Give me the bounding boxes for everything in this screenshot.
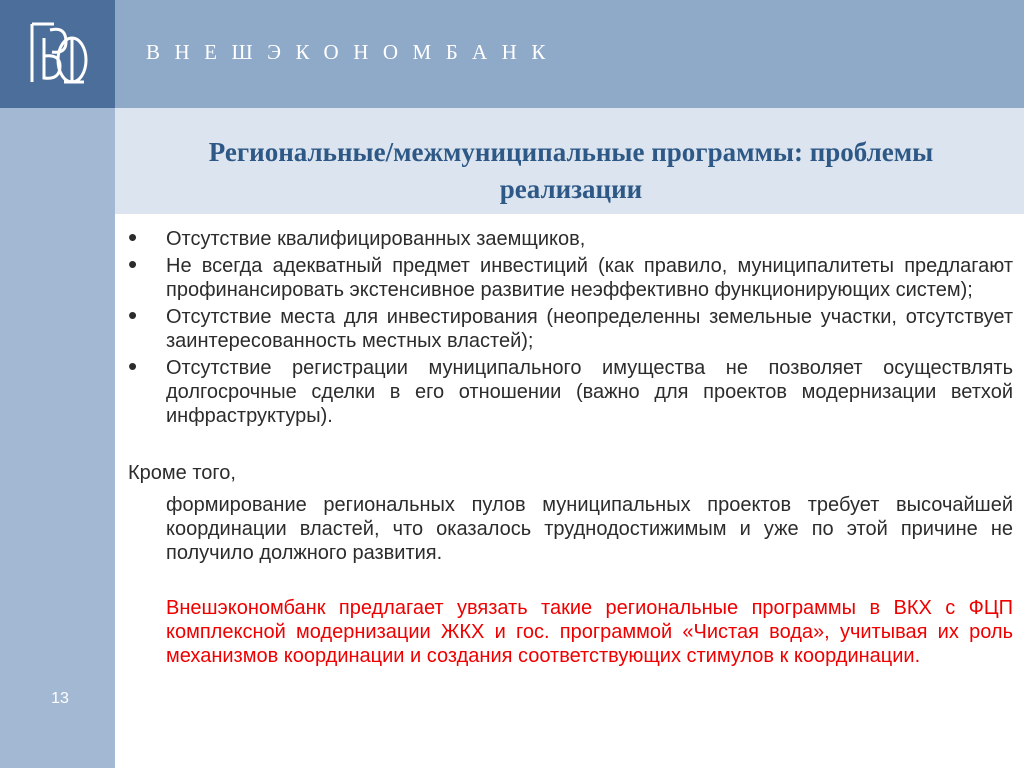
slide-content <box>128 227 1013 668</box>
bullet-item: • Отсутствие регистрации муниципального имущества не позволяет осуществлять долгосрочные сделки в его отношении (важно для проектов модернизации ветхой инфраструктуры). <box>128 356 1013 428</box>
pool-paragraph: формирование региональных пулов муниципальных проектов требует высочайшей координации властей, что оказалось труднодостижимым и уже по этой причине не получило должного развития. <box>166 494 1013 564</box>
slide-number: 13 <box>51 690 69 707</box>
logo-box <box>0 0 115 108</box>
veb-monogram-icon <box>20 16 96 92</box>
bullet-item: • Отсутствие места для инвестирования (неопределенны земельные участки, отсутствует заинтересованность местных властей); <box>128 305 1013 353</box>
slide-title: Региональные/межмуниципальные программы: проблемы реализации <box>208 137 934 204</box>
bullet-item: • Отсутствие квалифицированных заемщиков, <box>128 227 1013 251</box>
bullet-item: • Не всегда адекватный предмет инвестиций (как правило, муниципалитеты предлагают профинансировать экстенсивное развитие неэффективно функционирующих систем); <box>128 254 1013 302</box>
proposal-paragraph: Внешэкономбанк предлагает увязать такие региональные программы в ВКХ с ФЦП комплексной модернизации ЖКХ и гос. программой «Чистая вода», учитывая их роль механизмов координации и создания соответствующих стимулов к координации. <box>166 597 1013 667</box>
besides-label: Кроме того, <box>128 462 236 484</box>
bullet-list <box>128 227 1013 428</box>
bank-name: ВНЕШЭКОНОМБАНК <box>146 40 560 64</box>
left-sidebar-bar <box>0 0 115 768</box>
